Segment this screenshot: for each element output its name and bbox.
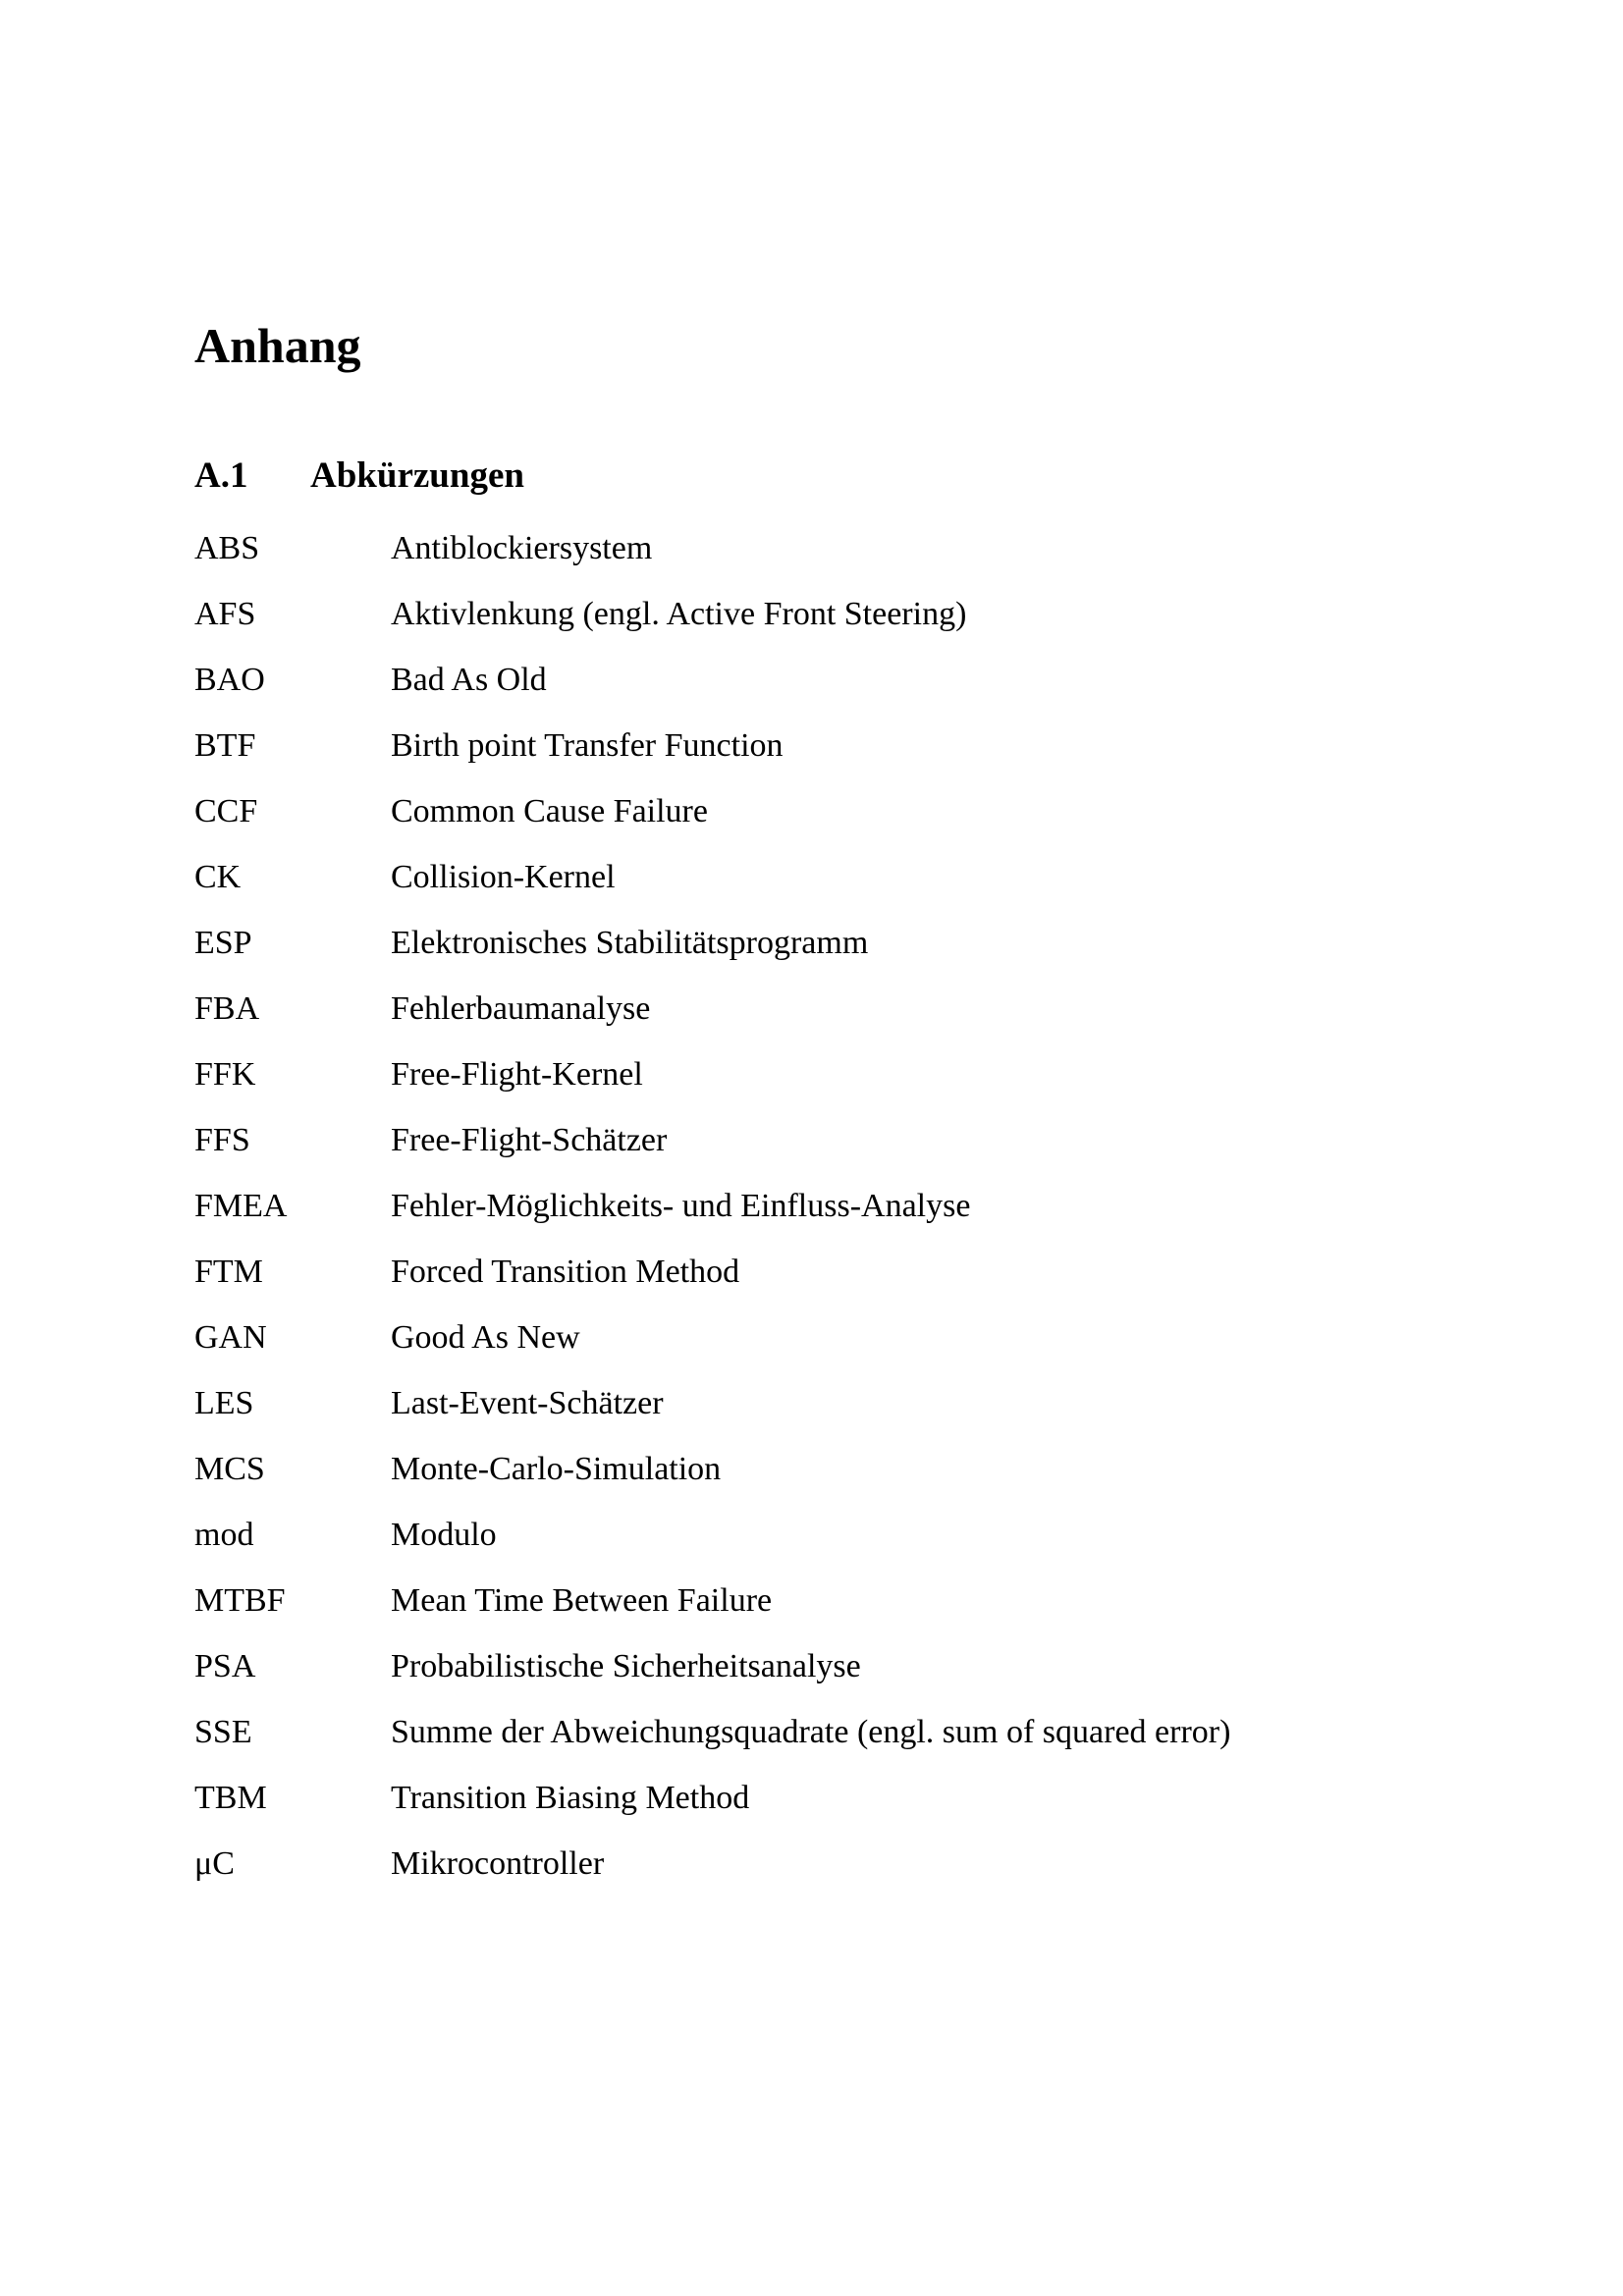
abbreviation-row (194, 656, 1230, 721)
abbreviation-term: FBA (194, 990, 260, 1027)
abbreviation-description: Birth point Transfer Function (391, 727, 784, 764)
abbreviation-row (194, 524, 1230, 590)
abbreviation-description: Good As New (391, 1319, 580, 1356)
abbreviation-row (194, 1182, 1230, 1248)
abbreviation-row (194, 1313, 1230, 1379)
abbreviation-description: Transition Biasing Method (391, 1780, 750, 1816)
abbreviation-term: ABS (194, 530, 260, 566)
abbreviation-row (194, 787, 1230, 853)
abbreviation-description: Collision-Kernel (391, 859, 616, 895)
abbreviation-description: Elektronisches Stabilitätsprogramm (391, 925, 869, 961)
abbreviation-description: Free-Flight-Kernel (391, 1056, 643, 1093)
section-heading (194, 452, 524, 501)
chapter-title: Anhang (194, 318, 361, 373)
section-title: Abkürzungen (310, 455, 524, 496)
abbreviation-row (194, 1642, 1230, 1708)
abbreviation-row (194, 1708, 1230, 1774)
abbreviation-description: Fehler-Möglichkeits- und Einfluss-Analyse (391, 1188, 971, 1224)
abbreviation-term: GAN (194, 1319, 267, 1356)
abbreviation-description: Modulo (391, 1517, 497, 1553)
abbreviation-term: SSE (194, 1714, 252, 1750)
abbreviation-description: Mikrocontroller (391, 1845, 605, 1882)
abbreviation-row (194, 721, 1230, 787)
abbreviation-term: FTM (194, 1254, 263, 1290)
abbreviation-description: Last-Event-Schätzer (391, 1385, 664, 1421)
abbreviation-description: Probabilistische Sicherheitsanalyse (391, 1648, 861, 1684)
abbreviation-row (194, 1050, 1230, 1116)
abbreviation-row (194, 853, 1230, 919)
abbreviation-description: Forced Transition Method (391, 1254, 740, 1290)
abbreviation-row (194, 1840, 1230, 1905)
abbreviation-term: CCF (194, 793, 258, 829)
abbreviation-term: CK (194, 859, 242, 895)
abbreviation-term: AFS (194, 596, 256, 632)
abbreviation-term: FMEA (194, 1188, 288, 1224)
abbreviation-term: μC (194, 1845, 235, 1882)
abbreviation-description: Common Cause Failure (391, 793, 708, 829)
abbreviation-description: Aktivlenkung (engl. Active Front Steering) (391, 596, 967, 632)
abbreviation-description: Bad As Old (391, 662, 547, 698)
abbreviation-row (194, 919, 1230, 985)
section-number: A.1 (194, 455, 248, 496)
abbreviation-description: Mean Time Between Failure (391, 1582, 773, 1619)
abbreviation-description: Summe der Abweichungsquadrate (engl. sum of squared error) (391, 1714, 1231, 1750)
abbreviation-list (194, 524, 1230, 1905)
abbreviation-row (194, 1445, 1230, 1511)
abbreviation-description: Antiblockiersystem (391, 530, 653, 566)
abbreviation-term: TBM (194, 1780, 267, 1816)
abbreviation-term: ESP (194, 925, 252, 961)
abbreviation-description: Monte-Carlo-Simulation (391, 1451, 722, 1487)
abbreviation-term: FFK (194, 1056, 256, 1093)
abbreviation-term: BTF (194, 727, 256, 764)
abbreviation-description: Fehlerbaumanalyse (391, 990, 651, 1027)
abbreviation-row (194, 1511, 1230, 1576)
abbreviation-row (194, 1379, 1230, 1445)
abbreviation-row (194, 590, 1230, 656)
abbreviation-term: MCS (194, 1451, 265, 1487)
abbreviation-term: LES (194, 1385, 254, 1421)
abbreviation-row (194, 1116, 1230, 1182)
abbreviation-description: Free-Flight-Schätzer (391, 1122, 668, 1158)
abbreviation-term: FFS (194, 1122, 250, 1158)
abbreviation-row (194, 985, 1230, 1050)
abbreviation-term: MTBF (194, 1582, 286, 1619)
abbreviation-term: PSA (194, 1648, 256, 1684)
abbreviation-term: BAO (194, 662, 265, 698)
abbreviation-row (194, 1774, 1230, 1840)
abbreviation-term: mod (194, 1517, 254, 1553)
abbreviation-row (194, 1576, 1230, 1642)
abbreviation-row (194, 1248, 1230, 1313)
